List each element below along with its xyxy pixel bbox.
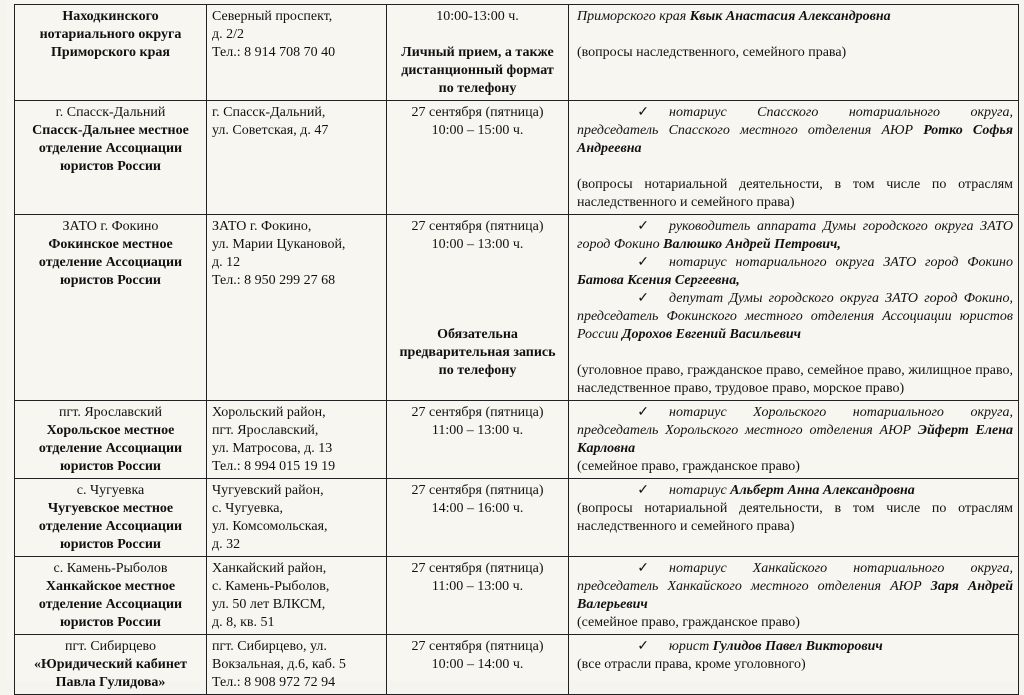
reception-note: Личный прием, а также дистанционный формат по телефону <box>401 45 554 96</box>
address-cell <box>207 215 387 401</box>
date-line: 27 сентября (пятница) <box>411 561 544 576</box>
time-range: 11:00 – 13:00 ч. <box>431 579 524 594</box>
address-cell <box>207 101 387 215</box>
person-entry <box>577 104 1013 158</box>
law-areas: (семейное право, гражданское право) <box>577 615 800 630</box>
address-line: пгт. Сибирцево, ул. <box>212 639 327 654</box>
person-name: Заря Андрей Валерьевич <box>577 579 1013 612</box>
document-page <box>6 0 1018 690</box>
address-line: Хорольский район, <box>212 405 326 420</box>
time-range: 14:00 – 16:00 ч. <box>431 501 524 516</box>
reception-note: Обязательна предварительная запись по телефону <box>399 327 556 378</box>
address-line: ул. Марии Цукановой, <box>212 237 346 252</box>
law-areas: (вопросы нотариальной деятельности, в том числе по отраслям наследственного и семейного права) <box>577 501 1013 534</box>
org-name: Чугуевское местное отделение Ассоциации юристов России <box>38 501 183 552</box>
org-city: пгт. Сибирцево <box>65 639 156 654</box>
person-role: Приморского края <box>577 9 690 24</box>
time-cell <box>387 5 569 101</box>
person-role: юрист <box>669 639 713 654</box>
person-entry <box>577 254 1013 290</box>
address-cell <box>207 479 387 557</box>
org-cell <box>15 101 207 215</box>
address-line: ул. Комсомольская, <box>212 519 328 534</box>
address-line: г. Спасск-Дальний, <box>212 105 326 120</box>
law-areas: (уголовное право, гражданское право, семейное право, жилищное право, наследственное право, трудовое право, морское право) <box>577 363 1013 396</box>
table-row <box>15 479 1019 557</box>
phone-line: Тел.: 8 950 299 27 68 <box>212 273 336 288</box>
check-icon: ✓ <box>637 483 649 498</box>
description-cell <box>569 101 1019 215</box>
person-name: Ротко Софья Андреевна <box>577 123 1013 156</box>
time-cell <box>387 401 569 479</box>
person-name: Квык Анастасия Александровна <box>689 9 891 24</box>
table-row <box>15 5 1019 101</box>
person-entry <box>577 638 1013 656</box>
person-role: нотариус Ханкайского нотариального округа, председатель Ханкайского местного отделения АЮР <box>577 561 1013 594</box>
time-cell <box>387 635 569 695</box>
person-entry <box>577 218 1013 254</box>
date-line: 27 сентября (пятница) <box>411 405 544 420</box>
org-city: пгт. Ярославский <box>59 405 162 420</box>
org-city: с. Чугуевка <box>76 483 145 498</box>
time-cell <box>387 215 569 401</box>
check-icon: ✓ <box>637 291 649 306</box>
person-role: нотариус <box>669 483 731 498</box>
address-line: Ханкайский район, <box>212 561 327 576</box>
address-line: ул. 50 лет ВЛКСМ, <box>212 597 326 612</box>
org-cell <box>15 479 207 557</box>
address-line: д. 12 <box>212 255 241 270</box>
person-name: Альберт Анна Александровна <box>730 483 915 498</box>
address-line: с. Чугуевка, <box>212 501 283 516</box>
schedule-table <box>14 4 1019 695</box>
org-name: Фокинское местное отделение Ассоциации юристов России <box>38 237 183 288</box>
org-cell <box>15 5 207 101</box>
date-line: 27 сентября (пятница) <box>411 639 544 654</box>
description-cell <box>569 557 1019 635</box>
person-entry <box>577 560 1013 614</box>
description-cell <box>569 5 1019 101</box>
address-line: д. 32 <box>212 537 241 552</box>
org-name: Ханкайское местное отделение Ассоциации юристов России <box>38 579 183 630</box>
time-range: 10:00 – 13:00 ч. <box>431 237 524 252</box>
description-cell <box>569 215 1019 401</box>
law-areas: (вопросы наследственного, семейного права) <box>577 45 847 60</box>
check-icon: ✓ <box>637 255 649 270</box>
table-row <box>15 401 1019 479</box>
table-row <box>15 215 1019 401</box>
time-range: 10:00 – 14:00 ч. <box>431 657 524 672</box>
date-line: 27 сентября (пятница) <box>411 105 544 120</box>
time-cell <box>387 557 569 635</box>
time-cell <box>387 101 569 215</box>
address-line: ул. Матросова, д. 13 <box>212 441 333 456</box>
address-line: Чугуевский район, <box>212 483 324 498</box>
address-line: ЗАТО г. Фокино, <box>212 219 312 234</box>
check-icon: ✓ <box>637 405 649 420</box>
person-role: нотариус нотариального округа ЗАТО город Фокино <box>669 255 1013 270</box>
org-city: ЗАТО г. Фокино <box>62 219 159 234</box>
phone-line: Тел.: 8 908 972 72 94 <box>212 675 336 690</box>
check-icon: ✓ <box>637 561 649 576</box>
org-name: «Юридический кабинет Павла Гулидова» <box>33 657 188 690</box>
org-name: Находкинского нотариального округа Приморского края <box>39 9 182 60</box>
person-entry <box>577 8 1013 26</box>
address-cell <box>207 557 387 635</box>
person-role: руководитель аппарата Думы городского округа ЗАТО город Фокино <box>577 219 1013 252</box>
address-cell <box>207 5 387 101</box>
address-cell <box>207 635 387 695</box>
person-role: депутат Думы городского округа ЗАТО город Фокино, председатель Фокинского местного отделения Ассоциации юристов России <box>577 291 1013 342</box>
law-areas: (вопросы нотариальной деятельности, в том числе по отраслям наследственного и семейного права) <box>577 177 1013 210</box>
time-range: 10:00-13:00 ч. <box>436 9 519 24</box>
law-areas: (все отрасли права, кроме уголовного) <box>577 657 806 672</box>
person-name: Гулидов Павел Викторович <box>712 639 883 654</box>
person-entry <box>577 482 1013 500</box>
check-icon: ✓ <box>637 219 649 234</box>
description-cell <box>569 635 1019 695</box>
person-entry <box>577 404 1013 458</box>
org-name: Хорольское местное отделение Ассоциации юристов России <box>38 423 183 474</box>
address-line: Вокзальная, д.6, каб. 5 <box>212 657 346 672</box>
date-line: 27 сентября (пятница) <box>411 483 544 498</box>
org-city: с. Камень-Рыболов <box>53 561 168 576</box>
person-name: Батова Ксения Сергеевна, <box>577 273 740 288</box>
address-line: д. 8, кв. 51 <box>212 615 275 630</box>
time-range: 11:00 – 13:00 ч. <box>431 423 524 438</box>
person-role: нотариус Спасского нотариального округа, председатель Спасского местного отделения АЮР <box>577 105 1013 138</box>
description-cell <box>569 401 1019 479</box>
address-line: пгт. Ярославский, <box>212 423 319 438</box>
org-cell <box>15 557 207 635</box>
check-icon: ✓ <box>637 639 649 654</box>
check-icon: ✓ <box>637 105 649 120</box>
address-line: Северный проспект, <box>212 9 333 24</box>
person-name: Эйферт Елена Карловна <box>577 423 1013 456</box>
time-range: 10:00 – 15:00 ч. <box>431 123 524 138</box>
description-cell <box>569 479 1019 557</box>
phone-line: Тел.: 8 914 708 70 40 <box>212 45 336 60</box>
org-city: г. Спасск-Дальний <box>55 105 166 120</box>
person-entry <box>577 290 1013 344</box>
table-row <box>15 557 1019 635</box>
law-areas: (семейное право, гражданское право) <box>577 459 800 474</box>
time-cell <box>387 479 569 557</box>
phone-line: Тел.: 8 994 015 19 19 <box>212 459 336 474</box>
table-row <box>15 635 1019 695</box>
table-row <box>15 101 1019 215</box>
person-name: Дорохов Евгений Васильевич <box>621 327 802 342</box>
org-cell <box>15 635 207 695</box>
org-cell <box>15 215 207 401</box>
person-name: Валюшко Андрей Петрович, <box>663 237 841 252</box>
address-line: с. Камень-Рыболов, <box>212 579 330 594</box>
person-role: нотариус Хорольского нотариального округа, председатель Хорольского местного отделения АЮР <box>577 405 1013 438</box>
address-line: ул. Советская, д. 47 <box>212 123 329 138</box>
org-cell <box>15 401 207 479</box>
org-name: Спасск-Дальнее местное отделение Ассоциации юристов России <box>32 123 189 174</box>
address-cell <box>207 401 387 479</box>
address-line: д. 2/2 <box>212 27 245 42</box>
date-line: 27 сентября (пятница) <box>411 219 544 234</box>
